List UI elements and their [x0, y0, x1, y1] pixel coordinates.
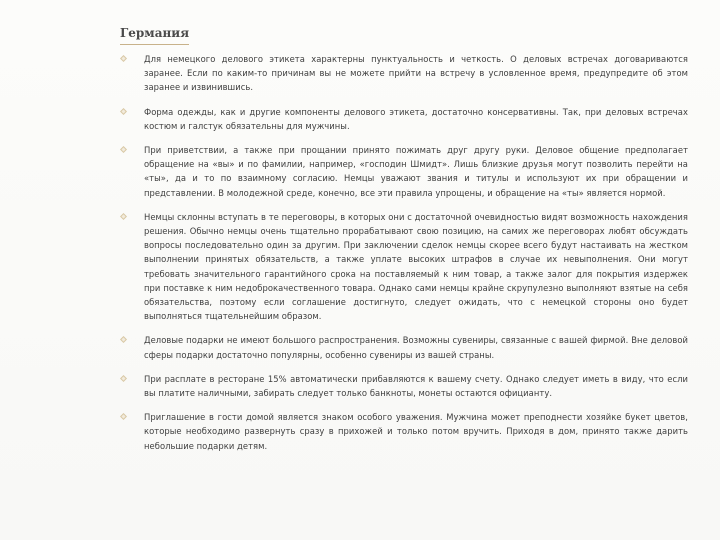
list-item — [120, 410, 688, 453]
diamond-bullet-icon — [120, 413, 127, 420]
list-item-text: Для немецкого делового этикета характерны пунктуальность и четкость. О деловых встречах договариваются заранее. Если по каким-то причинам вы не можете прийти на встречу в условленное время, предупредите об этом заранее и извинившись. — [144, 54, 688, 93]
list-item — [120, 210, 688, 324]
list-item — [120, 333, 688, 361]
diamond-bullet-icon — [120, 336, 127, 343]
diamond-bullet-icon — [120, 55, 127, 62]
diamond-bullet-icon — [120, 213, 127, 220]
list-item — [120, 372, 688, 400]
bullet-list — [120, 52, 688, 463]
list-item — [120, 105, 688, 133]
list-item — [120, 143, 688, 200]
diamond-bullet-icon — [120, 108, 127, 115]
diamond-bullet-icon — [120, 146, 127, 153]
list-item-text: При расплате в ресторане 15% автоматически прибавляются к вашему счету. Однако следует иметь в виду, что если вы платите наличными, забирать следует только банкноты, монеты остаются официанту. — [144, 373, 688, 399]
list-item-text: Немцы склонны вступать в те переговоры, в которых они с достаточной очевидностью видят возможность нахождения решения. Обычно немцы очень тщательно прорабатывают свою позицию, на самих же переговорах любят обсуждать вопросы последовательно один за другим. При заключении сделок немцы скорее всего будут настаивать на жестком выполнении принятых обязательств, а также уплате высоких штрафов в случае их невыполнения. Они могут требовать значительного гарантийного срока на поставляемый к ним товар, а также залог для покрытия издержек при поставке к ним недоброкачественного товара. Однако сами немцы крайне скрупулезно выполняют взятые на себя обязательства, поэтому если соглашение достигнуто, следует ожидать, что с немецкой стороны оно будет выполняться тщательнейшим образом. — [144, 211, 688, 322]
list-item-text: Форма одежды, как и другие компоненты делового этикета, достаточно консервативны. Так, при деловых встречах костюм и галстук обязательны для мужчины. — [144, 106, 688, 131]
list-item-text: При приветствии, а также при прощании принято пожимать друг другу руки. Деловое общение предполагает обращение на «вы» и по фамилии, например, «господин Шмидт». Лишь близкие друзья могут позволить перейти на «ты», да и то по взаимному согласию. Немцы уважают звания и титулы и используют их при обращении и представлении. В молодежной среде, конечно, все эти правила упрощены, и обращение на «ты» является нормой. — [144, 145, 688, 198]
list-item-text: Деловые подарки не имеют большого распространения. Возможны сувениры, связанные с вашей фирмой. Вне деловой сферы подарки достаточно популярны, особенно сувениры из вашей страны. — [144, 335, 688, 360]
diamond-bullet-icon — [120, 375, 127, 382]
list-item-text: Приглашение в гости домой является знаком особого уважения. Мужчина может преподнести хозяйке букет цветов, которые необходимо развернуть сразу в прихожей и только потом вручить. Приходя в дом, принято также дарить небольшие подарки детям. — [144, 412, 688, 451]
slide-title: Германия — [120, 26, 189, 45]
list-item — [120, 52, 688, 95]
